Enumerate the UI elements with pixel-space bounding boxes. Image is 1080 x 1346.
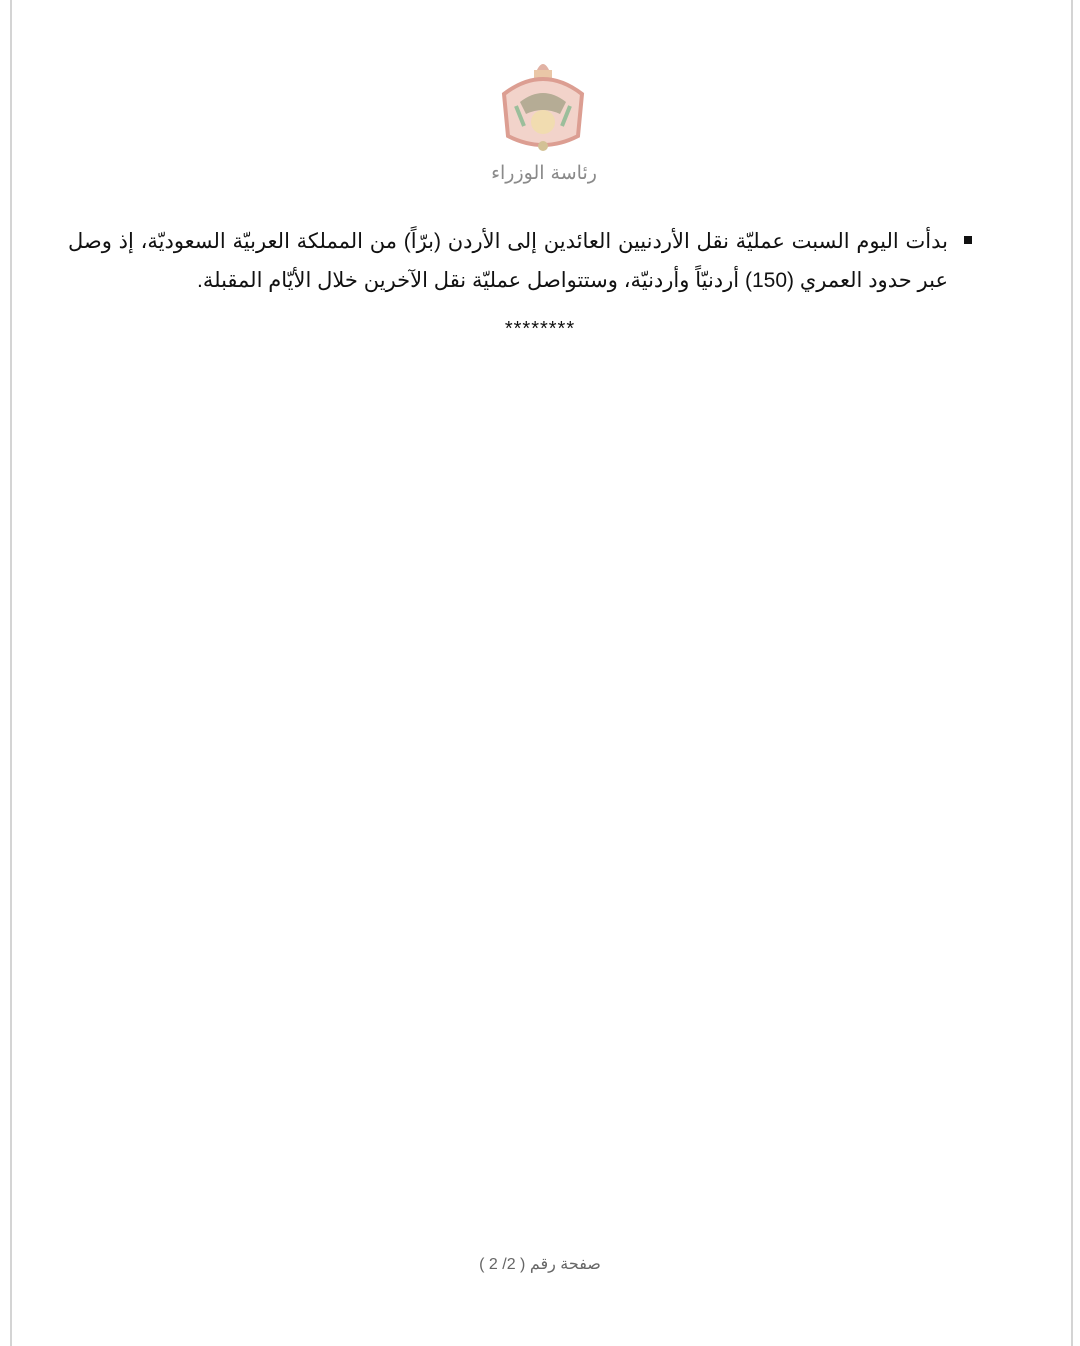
emblem-caption: رئاسة الوزراء — [491, 162, 597, 184]
bullet-icon — [964, 236, 972, 244]
news-paragraph: بدأت اليوم السبت عمليّة نقل الأردنيين العائدين إلى الأردن (برّاً) من المملكة العربيّة السعوديّة، إذ وصل عبر حدود العمري (150) أردنيّاً وأردنيّة، وستتواصل عمليّة نقل الآخرين خلال الأيّام المقبلة. — [68, 230, 948, 292]
document-page — [10, 0, 1073, 1346]
page-number: صفحة رقم ( 2/ 2 ) — [479, 1256, 601, 1273]
separator: ******** — [504, 318, 576, 340]
